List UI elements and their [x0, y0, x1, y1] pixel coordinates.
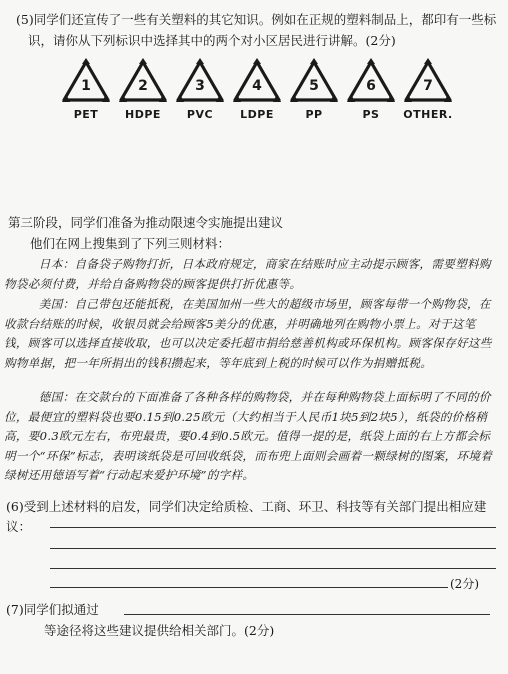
resin-abbreviation: LDPE — [240, 108, 274, 121]
question-6: (6)受到上述材料的启发，同学们决定给质检、工商、环卫、科技等有关部门提出相应建议： — [6, 499, 487, 534]
answer-line[interactable] — [50, 527, 496, 528]
resin-abbreviation: PP — [305, 108, 323, 121]
question-7-prefix: (7)同学们拟通过 — [6, 602, 99, 617]
resin-code: 6 — [366, 78, 376, 94]
recycling-symbol-4 — [231, 58, 283, 130]
recycling-symbol-6 — [345, 58, 397, 130]
answer-line[interactable] — [50, 587, 448, 588]
resin-abbreviation: OTHER. — [403, 108, 453, 121]
material-japan: 日本：自备袋子购物打折，日本政府规定，商家在结账时应主动提示顾客，需要塑料购物袋必须付费，并给自备购物袋的顾客提供打折优惠等。 — [4, 257, 491, 291]
recycling-symbol-3 — [174, 58, 226, 130]
resin-abbreviation: PET — [73, 108, 99, 121]
stage-3-heading: 第三阶段，同学们准备为推动限速令实施提出建议 — [8, 215, 284, 230]
recycling-symbol-7 — [402, 58, 454, 130]
answer-line[interactable] — [124, 614, 490, 615]
recycling-symbol-5 — [288, 58, 340, 130]
resin-code: 1 — [81, 78, 91, 94]
question-5-line-1: (5)同学们还宣传了一些有关塑料的其它知识。例如在正规的塑料制品上，都印有一些标 — [16, 12, 497, 27]
resin-abbreviation: HDPE — [125, 108, 161, 121]
recycling-symbol-2 — [117, 58, 169, 130]
resin-abbreviation: PVC — [186, 108, 214, 121]
resin-code: 5 — [309, 78, 319, 94]
resin-code: 3 — [195, 78, 205, 94]
question-5 — [16, 9, 500, 51]
materials-intro: 他们在网上搜集到了下列三则材料： — [30, 236, 231, 251]
resin-code: 2 — [138, 78, 148, 94]
answer-line[interactable] — [50, 548, 496, 549]
answer-line[interactable] — [50, 568, 496, 569]
resin-code: 7 — [423, 78, 433, 94]
material-usa: 美国：自己带包还能抵税，在美国加州一些大的超级市场里，顾客每带一个购物袋，在收款台结账的时候，收银员就会给顾客5美分的优惠，并明确地列在购物小票上。对于这笔钱，顾客可以选择直接收取，也可以决定委托超市捐给慈善机构或环保机构。顾客保存好这些购物单据，把一年所捐出的钱积攒起来，等年底到上税的时候可以作为捐赠抵税。 — [4, 297, 492, 370]
recycling-symbol-1 — [60, 58, 112, 130]
question-6-score: (2分) — [450, 577, 479, 591]
question-7-suffix: 等途径将这些建议提供给相关部门。(2分) — [44, 623, 275, 638]
resin-code: 4 — [252, 78, 262, 94]
recycling-symbols-row — [60, 58, 460, 130]
resin-abbreviation: PS — [362, 108, 380, 121]
question-5-line-2: 识，请你从下列标识中选择其中的两个对小区居民进行讲解。(2分) — [28, 33, 396, 48]
material-germany: 德国：在交款台的下面准备了各种各样的购物袋，并在每种购物袋上面标明了不同的价位，最便宜的塑料袋也要0.15到0.25欧元（大约相当于人民币1块5到2块5），纸袋的价格稍高，要0.3欧元左右，布兜最贵，要0.4到0.5欧元。值得一提的是，纸袋上面的右上方都会标明一个“环保”标志，表明该纸袋是可回收纸袋，而布兜上面则会画着一颗绿树的图案，环境着绿树还用德语写着“行动起来爱护环境”的字样。 — [4, 390, 493, 483]
